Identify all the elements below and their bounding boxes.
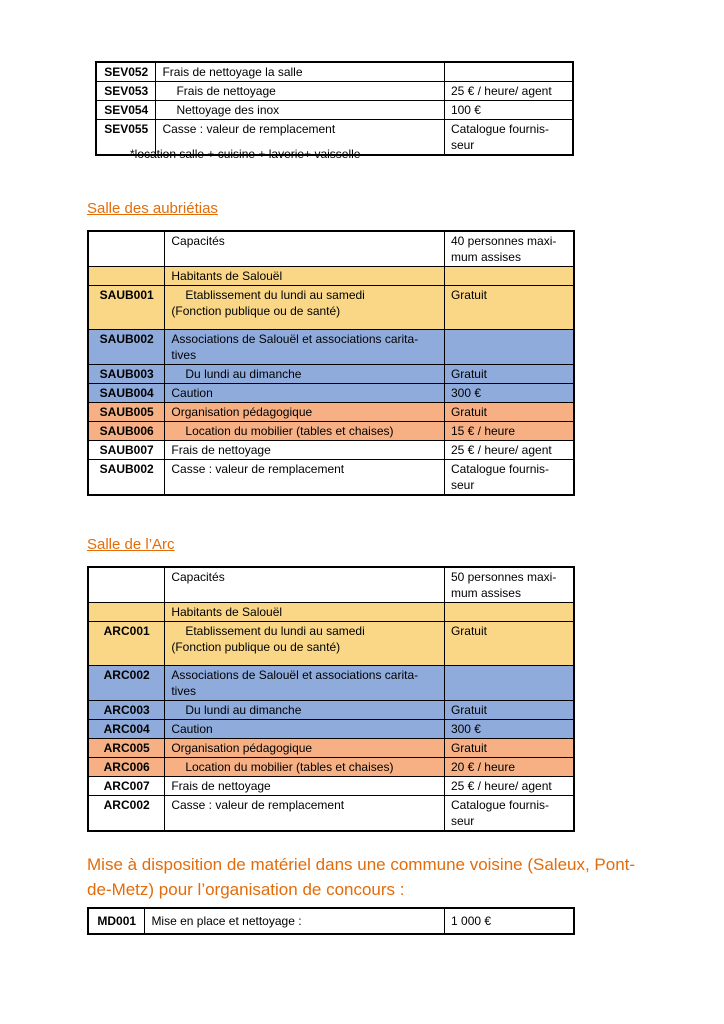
- capacity-label: Capacités: [165, 567, 445, 603]
- table-row: [88, 286, 574, 330]
- table-row: [96, 82, 573, 101]
- row-code: SAUB003: [88, 365, 165, 384]
- row-label: Casse : valeur de remplacement: [165, 460, 445, 496]
- row-label: Frais de nettoyage: [165, 441, 445, 460]
- row-code: SAUB007: [88, 441, 165, 460]
- row-code: SAUB001: [88, 286, 165, 330]
- table-row: [88, 384, 574, 403]
- table-row: [88, 796, 574, 832]
- row-value: Catalogue fournis-seur: [444, 460, 574, 496]
- arc-table: [87, 566, 575, 832]
- table-row: [88, 267, 574, 286]
- aubrietias-table: [87, 230, 575, 496]
- table-row: [88, 330, 574, 365]
- row-value: 25 € / heure/ agent: [444, 777, 574, 796]
- row-value: 15 € / heure: [444, 422, 574, 441]
- row-label: Organisation pédagogique: [165, 403, 445, 422]
- table-row: [88, 441, 574, 460]
- row-value: 300 €: [444, 384, 574, 403]
- row-label: Casse : valeur de remplacement: [165, 796, 445, 832]
- row-label: Du lundi au dimanche: [165, 365, 445, 384]
- row-label: Caution: [165, 720, 445, 739]
- row-code: SEV053: [96, 82, 156, 101]
- row-code: ARC002: [88, 666, 165, 701]
- row-value: 20 € / heure: [444, 758, 574, 777]
- row-label: Frais de nettoyage: [156, 82, 445, 101]
- row-label: Location du mobilier (tables et chaises): [165, 758, 445, 777]
- capacity-value: 40 personnes maxi-mum assises: [444, 231, 574, 267]
- row-label: Frais de nettoyage: [165, 777, 445, 796]
- row-value: Gratuit: [444, 739, 574, 758]
- row-value: 25 € / heure/ agent: [444, 441, 574, 460]
- row-value: Gratuit: [444, 286, 574, 330]
- table-row: [88, 603, 574, 622]
- row-label: Associations de Salouël et associations carita-tives: [165, 330, 445, 365]
- materiel-table: [87, 907, 575, 935]
- table-row: [88, 666, 574, 701]
- table-row: [88, 422, 574, 441]
- row-label: Casse : valeur de remplacement: [156, 120, 445, 156]
- table-row: [88, 622, 574, 666]
- row-code: SAUB002: [88, 330, 165, 365]
- row-code: SAUB005: [88, 403, 165, 422]
- row-value: 300 €: [444, 720, 574, 739]
- table-row: [88, 701, 574, 720]
- row-code: SAUB002: [88, 460, 165, 496]
- row-value: 25 € / heure/ agent: [444, 82, 573, 101]
- row-code: ARC002: [88, 796, 165, 832]
- table-row: [88, 460, 574, 496]
- habitants-label: Habitants de Salouël: [165, 267, 445, 286]
- row-label: Caution: [165, 384, 445, 403]
- sev-note: *location salle + cuisine + laverie+ vaisselle: [130, 147, 361, 161]
- row-code: SAUB004: [88, 384, 165, 403]
- row-label: Frais de nettoyage la salle: [156, 62, 445, 82]
- row-code: SAUB006: [88, 422, 165, 441]
- row-value: 100 €: [444, 101, 573, 120]
- row-label: Associations de Salouël et associations carita-tives: [165, 666, 445, 701]
- row-value: Gratuit: [444, 701, 574, 720]
- section-title-aubrietias: Salle des aubriétias: [87, 200, 218, 217]
- table-row: [88, 758, 574, 777]
- row-value: Catalogue fournis-seur: [444, 120, 573, 156]
- row-value: Gratuit: [444, 622, 574, 666]
- capacity-value: 50 personnes maxi-mum assises: [444, 567, 574, 603]
- row-label: Etablissement du lundi au samedi (Fonction publique ou de santé): [165, 286, 445, 330]
- row-code: ARC005: [88, 739, 165, 758]
- table-row: [96, 101, 573, 120]
- table-row: [88, 231, 574, 267]
- row-label: Etablissement du lundi au samedi (Fonction publique ou de santé): [165, 622, 445, 666]
- sev-table: [95, 61, 574, 156]
- table-row: [88, 720, 574, 739]
- row-label: Du lundi au dimanche: [165, 701, 445, 720]
- table-row: [88, 365, 574, 384]
- row-code: ARC003: [88, 701, 165, 720]
- table-row: [88, 567, 574, 603]
- row-code: MD001: [88, 908, 145, 934]
- row-value: Gratuit: [444, 365, 574, 384]
- row-code: ARC006: [88, 758, 165, 777]
- row-label: Location du mobilier (tables et chaises): [165, 422, 445, 441]
- table-row: [88, 403, 574, 422]
- table-row: [88, 908, 574, 934]
- habitants-label: Habitants de Salouël: [165, 603, 445, 622]
- row-value: 1 000 €: [445, 908, 574, 934]
- row-code: SEV054: [96, 101, 156, 120]
- row-label: Mise en place et nettoyage :: [145, 908, 445, 934]
- section-title-materiel: Mise à disposition de matériel dans une commune voisine (Saleux, Pont-de-Metz) pour l’organisation de concours :: [87, 855, 636, 899]
- row-code: ARC001: [88, 622, 165, 666]
- row-label: Nettoyage des inox: [156, 101, 445, 120]
- row-label: Organisation pédagogique: [165, 739, 445, 758]
- row-value: Gratuit: [444, 403, 574, 422]
- row-value: Catalogue fournis-seur: [444, 796, 574, 832]
- section-title-arc: Salle de l’Arc: [87, 536, 175, 553]
- row-value: [444, 62, 573, 82]
- table-row: [88, 739, 574, 758]
- table-row: [88, 777, 574, 796]
- capacity-label: Capacités: [165, 231, 445, 267]
- row-code: ARC007: [88, 777, 165, 796]
- row-code: SEV055: [96, 120, 156, 156]
- table-row: [96, 62, 573, 82]
- row-code: ARC004: [88, 720, 165, 739]
- row-code: SEV052: [96, 62, 156, 82]
